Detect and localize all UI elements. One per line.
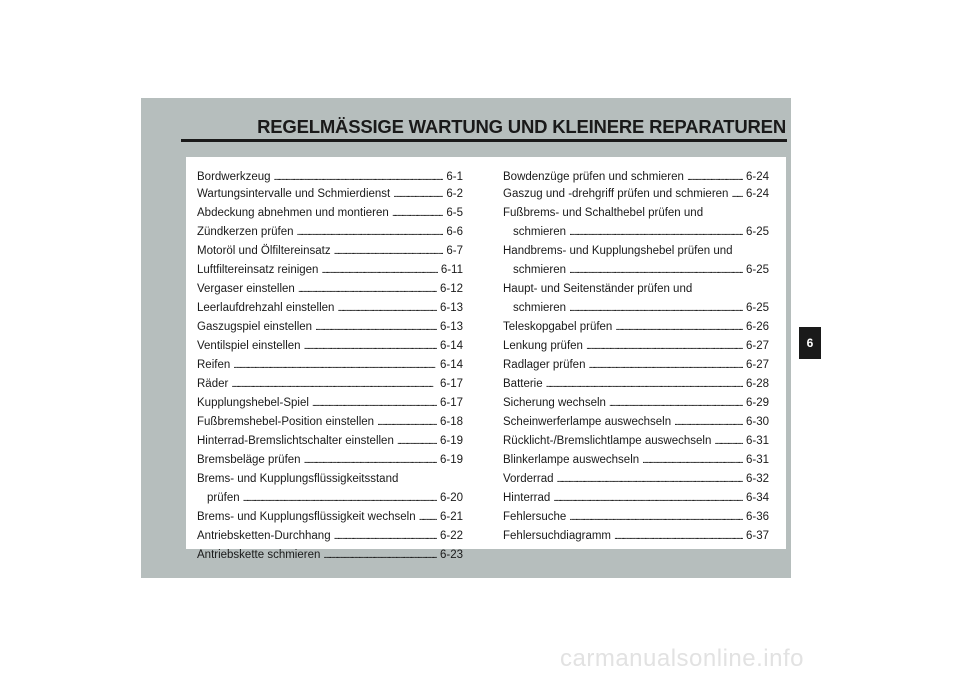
dot-leader [297,223,444,242]
toc-entry-title: Bordwerkzeug [197,171,271,183]
toc-entry[interactable] [503,242,769,280]
toc-entry-page-number: 6-24 [745,171,769,183]
toc-entry[interactable] [503,185,769,204]
toc-entry-continuation [503,299,769,318]
toc-entry-title: Brems- und Kupplungsflüssigkeit wechseln [197,511,416,523]
toc-entry[interactable] [197,169,463,185]
toc-entry-line [197,299,463,318]
toc-entry-page-number: 6-6 [446,226,463,238]
toc-entry-line [197,413,463,432]
toc-entry-title: Gaszugspiel einstellen [197,321,313,333]
toc-entry[interactable] [503,318,769,337]
toc-entry-line [197,375,463,394]
toc-entry[interactable] [503,527,769,546]
toc-entry[interactable] [503,356,769,375]
toc-entry-page-number: 6-7 [446,245,463,257]
toc-entry-line [503,356,769,375]
dot-leader [231,375,437,394]
toc-entry-title: Teleskopgabel prüfen [503,321,613,333]
dot-leader [243,489,437,508]
toc-entry-line [197,185,463,204]
dot-leader [334,527,437,546]
toc-entry-page-number: 6-30 [745,416,769,428]
toc-entry-page-number: 6-19 [439,435,463,447]
toc-entry-title: Abdeckung abnehmen und montieren [197,207,389,219]
dot-leader [312,394,437,413]
toc-entry-line [197,546,463,565]
toc-entry[interactable] [503,451,769,470]
toc-entry-page-number: 6-13 [439,302,463,314]
toc-entry-page-number: 6-17 [439,397,463,409]
toc-entry[interactable] [503,337,769,356]
toc-entry-line [503,470,769,489]
toc-entry-title-continued: schmieren [513,264,567,276]
toc-entry-title: Bremsbeläge prüfen [197,454,301,466]
toc-entry-continuation [503,261,769,280]
toc-entry[interactable] [197,508,463,527]
toc-entry-title-continued: schmieren [513,302,567,314]
toc-column-left [197,169,463,565]
toc-entry[interactable] [197,280,463,299]
toc-column-right [503,169,769,546]
toc-entry-line [197,318,463,337]
toc-entry-page-number: 6-27 [745,359,769,371]
toc-entry-line [503,375,769,394]
toc-entry-page-number: 6-24 [745,188,769,200]
dot-leader [304,451,437,470]
toc-entry-title: Leerlaufdrehzahl einstellen [197,302,335,314]
toc-entry[interactable] [197,470,463,508]
dot-leader [674,413,743,432]
dot-leader [714,432,743,451]
dot-leader [615,318,743,337]
toc-entry-line [503,489,769,508]
toc-entry[interactable] [197,394,463,413]
dot-leader [569,508,743,527]
toc-entry-title: Wartungsintervalle und Schmierdienst [197,188,391,200]
toc-entry-page-number: 6-19 [439,454,463,466]
toc-entry-title-continued: schmieren [513,226,567,238]
toc-entry-page-number: 6-29 [745,397,769,409]
toc-entry-title: Hinterrad-Bremslichtschalter einstellen [197,435,394,447]
toc-entry-title: Motoröl und Ölfiltereinsatz [197,245,331,257]
watermark-text: carmanualsonline.info [560,645,804,672]
toc-entry-page-number: 6-25 [745,302,769,314]
toc-entry-line [503,204,769,223]
toc-entry-page-number: 6-27 [745,340,769,352]
dot-leader [397,432,437,451]
toc-entry[interactable] [197,299,463,318]
toc-entry[interactable] [197,242,463,261]
toc-entry-line [197,508,463,527]
toc-entry-continuation [197,489,463,508]
toc-entry-title: Blinkerlampe auswechseln [503,454,640,466]
dot-leader [588,356,742,375]
dot-leader [614,527,743,546]
page-title: REGELMÄSSIGE WARTUNG UND KLEINERE REPARATUREN [257,116,786,137]
toc-entry-title: Fehlersuchdiagramm [503,530,612,542]
toc-entry[interactable] [503,375,769,394]
toc-entry-title: Räder [197,378,229,390]
toc-entry-title: Rücklicht-/Bremslichtlampe auswechseln [503,435,712,447]
toc-entry-page-number: 6-32 [745,473,769,485]
toc-entry-title: Brems- und Kupplungsflüssigkeitsstand [197,473,399,485]
dot-leader [298,280,437,299]
toc-entry-line [503,394,769,413]
toc-entry-title: Vorderrad [503,473,554,485]
toc-entry[interactable] [197,185,463,204]
toc-entry-line [197,356,463,375]
dot-leader [323,546,437,565]
toc-entry[interactable] [197,527,463,546]
toc-entry-line [197,527,463,546]
dot-leader [609,394,743,413]
dot-leader [557,470,743,489]
title-underline [181,139,787,142]
toc-entry-page-number: 6-1 [446,171,463,183]
toc-entry-line [197,261,463,280]
toc-entry-page-number: 6-34 [745,492,769,504]
toc-entry[interactable] [197,223,463,242]
toc-entry-title: Lenkung prüfen [503,340,583,352]
toc-entry-page-number: 6-23 [439,549,463,561]
toc-entry-page-number: 6-22 [439,530,463,542]
toc-entry-page-number: 6-21 [439,511,463,523]
toc-entry[interactable] [197,546,463,565]
toc-entry-page-number: 6-25 [745,226,769,238]
toc-entry[interactable] [197,432,463,451]
dot-leader [546,375,743,394]
toc-entry-line [197,470,463,489]
toc-entry-title: Fehlersuche [503,511,567,523]
dot-leader [377,413,437,432]
toc-entry-title: Ventilspiel einstellen [197,340,301,352]
toc-entry-line [197,204,463,223]
toc-entry[interactable] [197,451,463,470]
toc-entry-line [503,337,769,356]
toc-entry[interactable] [503,204,769,242]
toc-entry-page-number: 6-18 [439,416,463,428]
toc-entry-title: Radlager prüfen [503,359,586,371]
toc-entry[interactable] [503,470,769,489]
toc-entry-page-number: 6-31 [745,454,769,466]
toc-entry-line [503,508,769,527]
table-of-contents [186,157,786,561]
toc-entry-line [197,337,463,356]
toc-entry[interactable] [197,337,463,356]
dot-leader [233,356,437,375]
toc-entry-page-number: 6-36 [745,511,769,523]
toc-entry[interactable] [197,375,463,394]
toc-entry-title: Batterie [503,378,543,390]
toc-entry[interactable] [503,280,769,318]
toc-entry-title: Hinterrad [503,492,551,504]
toc-entry-title: Fußbrems- und Schalthebel prüfen und [503,207,704,219]
toc-entry[interactable] [503,508,769,527]
toc-entry-line [197,242,463,261]
dot-leader [274,169,444,185]
toc-entry-page-number: 6-37 [745,530,769,542]
toc-entry-title: Vergaser einstellen [197,283,295,295]
toc-entry-line [503,242,769,261]
dot-leader [392,204,444,223]
dot-leader [642,451,743,470]
toc-entry-title: Gaszug und -drehgriff prüfen und schmieren [503,188,729,200]
toc-entry[interactable] [503,169,769,185]
toc-entry-title: Handbrems- und Kupplungshebel prüfen und [503,245,733,257]
dot-leader [553,489,743,508]
toc-entry[interactable] [197,261,463,280]
dot-leader [419,508,437,527]
dot-leader [687,169,743,185]
toc-entry-page-number: 6-25 [745,264,769,276]
toc-entry-line [197,223,463,242]
toc-entry-title: Antriebsketten-Durchhang [197,530,331,542]
toc-entry-page-number: 6-20 [439,492,463,504]
dot-leader [569,223,743,242]
dot-leader [586,337,743,356]
toc-entry-line [197,169,463,185]
toc-entry-title: Sicherung wechseln [503,397,606,409]
toc-entry-page-number: 6-13 [439,321,463,333]
toc-entry[interactable] [197,356,463,375]
toc-entry-page-number: 6-31 [745,435,769,447]
toc-entry[interactable] [197,413,463,432]
toc-entry-title: Bowdenzüge prüfen und schmieren [503,171,684,183]
dot-leader [334,242,444,261]
toc-entry-title: Haupt- und Seitenständer prüfen und [503,283,693,295]
toc-entry-title: Scheinwerferlampe auswechseln [503,416,672,428]
toc-entry-line [503,185,769,204]
toc-entry-page-number: 6-12 [439,283,463,295]
toc-entry-title: Reifen [197,359,231,371]
toc-entry-continuation [503,223,769,242]
toc-entry-page-number: 6-14 [439,340,463,352]
toc-entry-line [503,318,769,337]
dot-leader [569,299,743,318]
dot-leader [569,261,743,280]
toc-entry[interactable] [503,432,769,451]
toc-entry-line [197,451,463,470]
toc-entry[interactable] [197,204,463,223]
dot-leader [337,299,437,318]
toc-entry-page-number: 6-2 [446,188,463,200]
dot-leader [315,318,437,337]
dot-leader [731,185,743,204]
toc-entry-line [503,432,769,451]
toc-entry-title: Antriebskette schmieren [197,549,321,561]
toc-entry-title: Fußbremshebel-Position einstellen [197,416,375,428]
dot-leader [393,185,443,204]
toc-entry-title-continued: prüfen [207,492,240,504]
toc-entry[interactable] [503,413,769,432]
dot-leader [321,261,437,280]
toc-entry-title: Kupplungshebel-Spiel [197,397,309,409]
toc-entry-line [503,280,769,299]
toc-entry-page-number: 6-5 [446,207,463,219]
toc-entry-page-number: 6-11 [440,264,463,276]
toc-entry-line [197,432,463,451]
toc-entry-page-number: 6-17 [439,378,463,390]
toc-entry[interactable] [197,318,463,337]
toc-entry-page-number: 6-26 [745,321,769,333]
toc-entry-title: Luftfiltereinsatz reinigen [197,264,319,276]
toc-entry-line [503,451,769,470]
toc-entry[interactable] [503,394,769,413]
toc-entry-title: Zündkerzen prüfen [197,226,294,238]
toc-entry-page-number: 6-14 [439,359,463,371]
toc-entry-line [503,413,769,432]
chapter-tab[interactable]: 6 [799,327,821,359]
toc-entry-line [197,280,463,299]
toc-entry-line [197,394,463,413]
toc-entry-page-number: 6-28 [745,378,769,390]
toc-entry[interactable] [503,489,769,508]
dot-leader [304,337,437,356]
toc-entry-line [503,169,769,185]
toc-entry-line [503,527,769,546]
